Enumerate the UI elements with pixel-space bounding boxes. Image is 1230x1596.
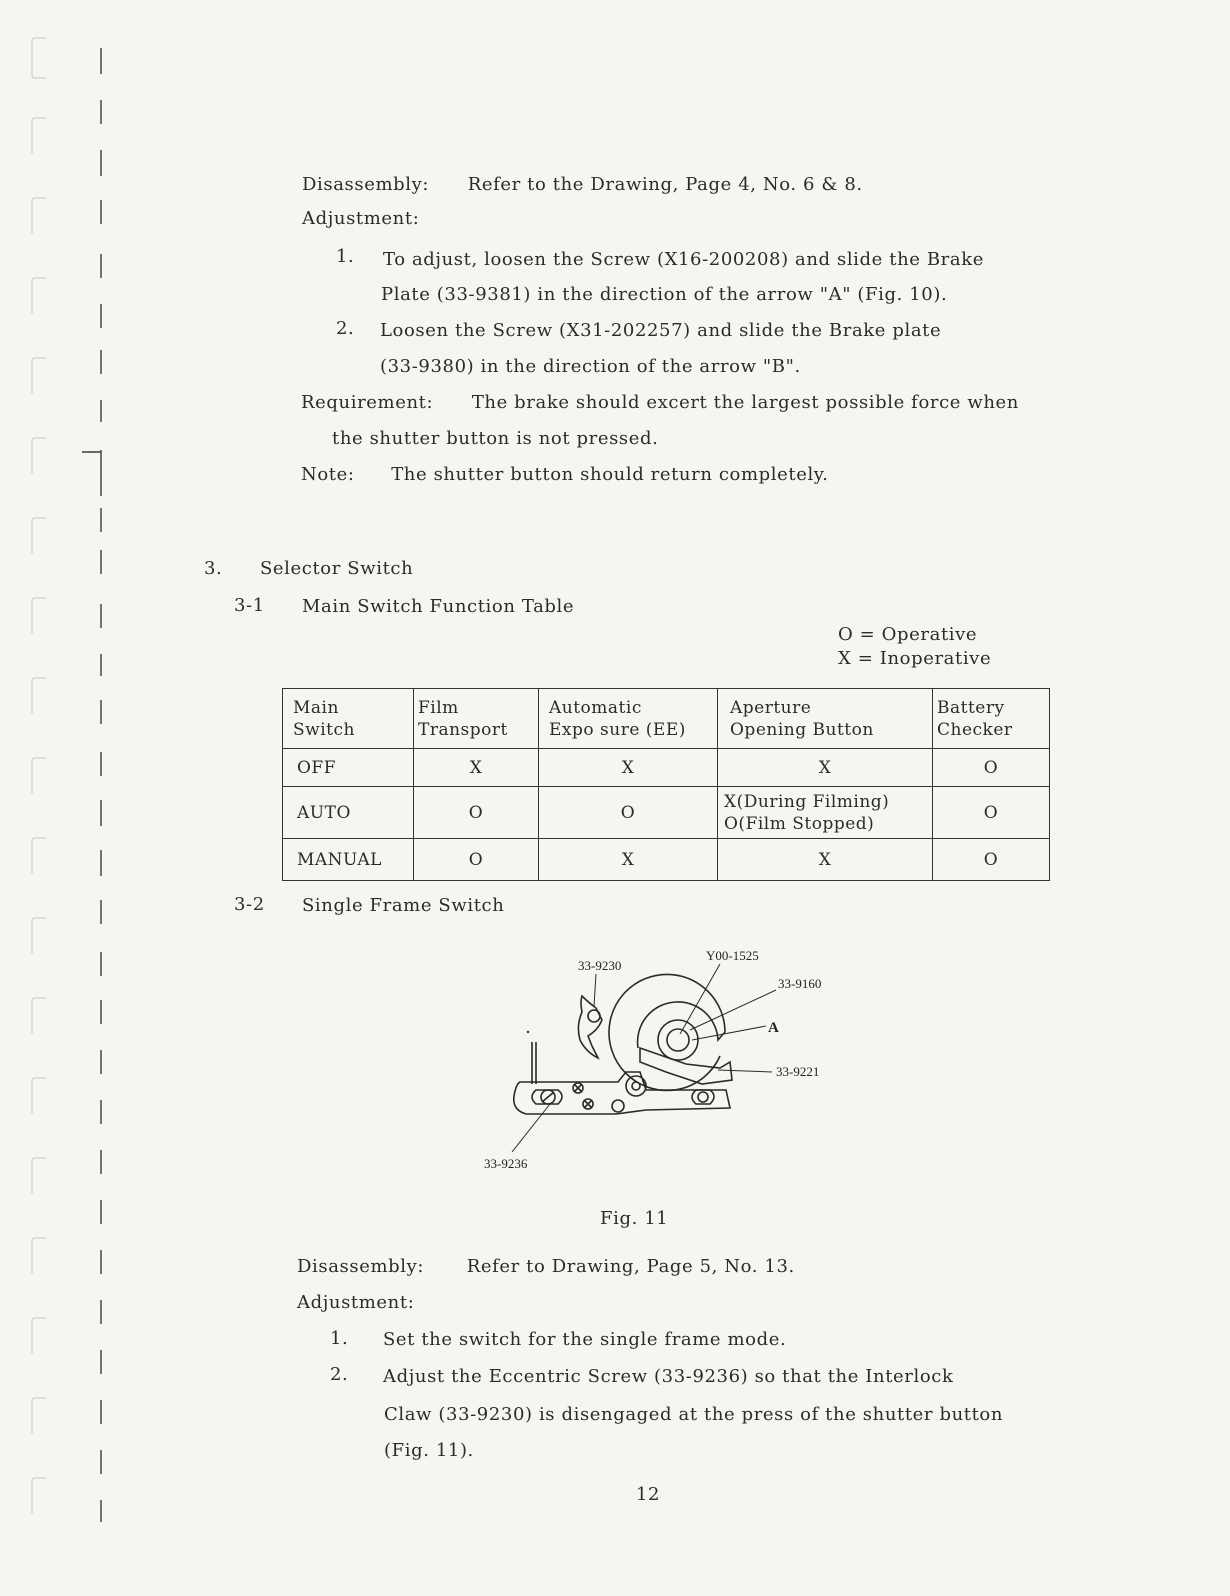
section-3-title: Selector Switch bbox=[260, 558, 414, 579]
cell-battery: O bbox=[933, 749, 1050, 787]
cell-auto: O bbox=[539, 787, 718, 839]
note bbox=[301, 464, 829, 486]
requirement-line1: The brake should excert the largest possible force when bbox=[471, 392, 1019, 413]
disassembly-2-label: Disassembly: bbox=[297, 1256, 425, 1277]
table-row bbox=[283, 787, 1050, 839]
page-number: 12 bbox=[636, 1484, 661, 1505]
disassembly-1 bbox=[302, 174, 863, 196]
requirement-line2: the shutter button is not pressed. bbox=[332, 428, 659, 449]
step-1-2-line2: (33-9380) in the direction of the arrow "B". bbox=[380, 356, 801, 377]
punch-holes bbox=[32, 38, 46, 1514]
cell-battery: O bbox=[933, 787, 1050, 839]
section-3-1-num: 3-1 bbox=[234, 595, 265, 616]
section-3-2-num: 3-2 bbox=[234, 894, 265, 915]
claw-pivot-hole bbox=[588, 1010, 600, 1022]
step-1-1-line1: To adjust, loosen the Screw (X16-200208) and slide the Brake bbox=[383, 249, 984, 270]
step-1-1-line2: Plate (33-9381) in the direction of the arrow "A" (Fig. 10). bbox=[381, 284, 948, 305]
legend-operative: O = Operative bbox=[838, 624, 978, 645]
step-2-1-num: 1. bbox=[330, 1328, 349, 1349]
requirement bbox=[301, 392, 1019, 414]
header-automatic-exposure: Automatic Expo sure (EE) bbox=[539, 689, 718, 749]
section-3-num: 3. bbox=[204, 558, 223, 579]
label-a: A bbox=[768, 1020, 779, 1036]
disassembly-2 bbox=[297, 1256, 795, 1278]
binding-ticks bbox=[82, 48, 101, 1522]
label-y00-1525: Y00-1525 bbox=[706, 948, 759, 963]
cell-aperture: X bbox=[718, 749, 933, 787]
main-switch-function-table bbox=[282, 688, 1050, 881]
header-battery-checker: Battery Checker bbox=[933, 689, 1050, 749]
step-1-2-num: 2. bbox=[336, 318, 355, 339]
switch-lever-part bbox=[640, 1048, 732, 1084]
cell-aperture: X(During Filming) O(Film Stopped) bbox=[718, 787, 933, 839]
section-3-2-title: Single Frame Switch bbox=[302, 895, 505, 916]
cell-battery: O bbox=[933, 839, 1050, 881]
step-2-2-line2: Claw (33-9230) is disengaged at the press of the shutter button bbox=[384, 1404, 1004, 1425]
note-text: The shutter button should return completely. bbox=[391, 464, 829, 485]
vertical-post bbox=[532, 1042, 536, 1084]
label-33-9230: 33-9230 bbox=[578, 958, 622, 973]
adjustment-2-label: Adjustment: bbox=[297, 1292, 415, 1313]
disassembly-1-text: Refer to the Drawing, Page 4, No. 6 & 8. bbox=[467, 174, 863, 195]
cell-mode: OFF bbox=[283, 749, 414, 787]
requirement-label: Requirement: bbox=[301, 392, 434, 413]
section-3-1-title: Main Switch Function Table bbox=[302, 596, 575, 617]
binding-margin bbox=[0, 0, 120, 1596]
cell-film: O bbox=[414, 839, 539, 881]
figure-11-drawing bbox=[470, 944, 870, 1184]
label-33-9221: 33-9221 bbox=[776, 1064, 820, 1079]
cell-auto: X bbox=[539, 749, 718, 787]
step-1-1-num: 1. bbox=[336, 246, 355, 267]
cell-aperture: X bbox=[718, 839, 933, 881]
header-main-switch: Main Switch bbox=[283, 689, 414, 749]
table-row bbox=[283, 839, 1050, 881]
disassembly-2-text: Refer to Drawing, Page 5, No. 13. bbox=[466, 1256, 795, 1277]
pin-part bbox=[612, 1100, 624, 1112]
legend-inoperative: X = Inoperative bbox=[838, 648, 992, 669]
adjustment-1-label: Adjustment: bbox=[302, 208, 420, 229]
table-row bbox=[283, 749, 1050, 787]
step-1-2-line1: Loosen the Screw (X31-202257) and slide the Brake plate bbox=[380, 320, 942, 341]
gear-hub bbox=[667, 1029, 689, 1051]
header-film-transport: Film Transport bbox=[414, 689, 539, 749]
step-2-2-line3: (Fig. 11). bbox=[384, 1440, 474, 1461]
step-2-2-num: 2. bbox=[330, 1364, 349, 1385]
base-plate-part bbox=[514, 1072, 730, 1114]
label-33-9236: 33-9236 bbox=[484, 1156, 528, 1171]
table-header-row bbox=[283, 689, 1050, 749]
note-label: Note: bbox=[301, 464, 355, 485]
cell-film: O bbox=[414, 787, 539, 839]
cell-film: X bbox=[414, 749, 539, 787]
cell-auto: X bbox=[539, 839, 718, 881]
interlock-claw-part bbox=[578, 996, 602, 1058]
cell-mode: AUTO bbox=[283, 787, 414, 839]
step-2-2-line1: Adjust the Eccentric Screw (33-9236) so that the Interlock bbox=[383, 1366, 954, 1387]
figure-caption: Fig. 11 bbox=[600, 1208, 669, 1229]
header-aperture-opening: Aperture Opening Button bbox=[718, 689, 933, 749]
step-2-1-line1: Set the switch for the single frame mode. bbox=[383, 1329, 787, 1350]
label-33-9160: 33-9160 bbox=[778, 976, 822, 991]
disassembly-1-label: Disassembly: bbox=[302, 174, 430, 195]
cell-mode: MANUAL bbox=[283, 839, 414, 881]
